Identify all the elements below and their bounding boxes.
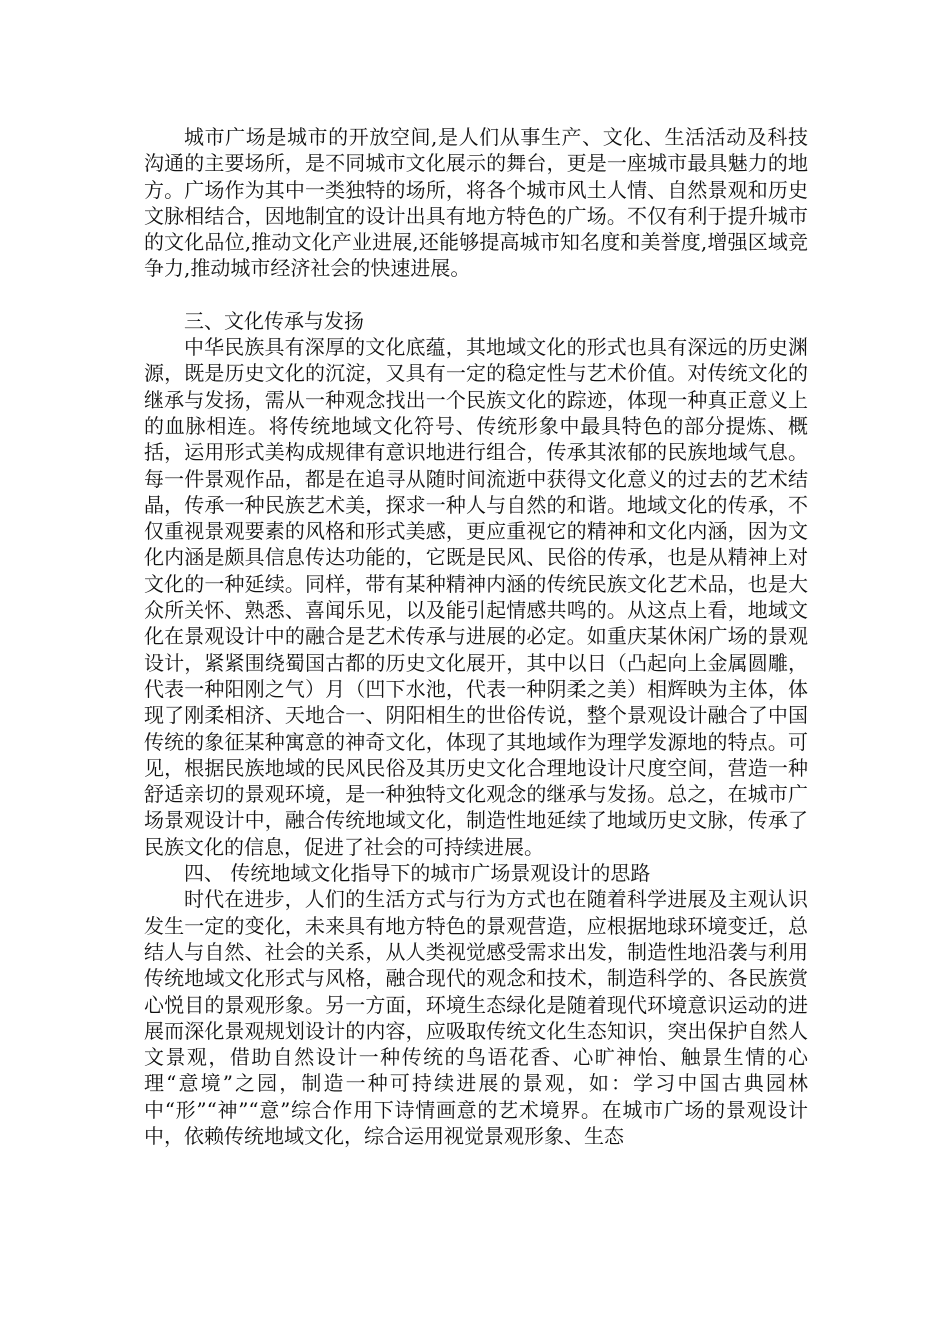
section-heading-4: 四、 传统地域文化指导下的城市广场景观设计的思路 (184, 861, 651, 886)
document-body (144, 124, 808, 1149)
paragraph-culture-inheritance: 中华民族具有深厚的文化底蕴，其地域文化的形式也具有深远的历史渊源，既是历史文化的沉淀，又具有一定的稳定性与艺术价值。对传统文化的继承与发扬，需从一种观念找出一个民族文化的踪迹，体现一种真正意义上的血脉相连。将传统地域文化符号、传统形象中最具特色的部分提炼、概括，运用形式美构成规律有意识地进行组合，传承其浓郁的民族地域气息。每一件景观作品，都是在追寻从随时间流逝中获得文化意义的过去的艺术结晶，传承一种民族艺术美，探求一种人与自然的和谐。地域文化的传承，不仅重视景观要素的风格和形式美感，更应重视它的精神和文化内涵，因为文化内涵是颇具信息传达功能的，它既是民风、民俗的传承，也是从精神上对文化的一种延续。同样，带有某种精神内涵的传统民族文化艺术品，也是大众所关怀、熟悉、喜闻乐见，以及能引起情感共鸣的。从这点上看，地域文化在景观设计中的融合是艺术传承与进展的必定。如重庆某休闲广场的景观设计，紧紧围绕蜀国古都的历史文化展开，其中以日（凸起向上金属圆雕，代表一种阳刚之气）月（凹下水池，代表一种阴柔之美）相辉映为主体，体现了刚柔相济、天地合一、阴阳相生的世俗传说，整个景观设计融合了中国传统的象征某种寓意的神奇文化，体现了其地域作为理学发源地的特点。可见，根据民族地域的民风民俗及其历史文化合理地设计尺度空间，营造一种舒适亲切的景观环境，是一种独特文化观念的继承与发扬。总之，在城市广场景观设计中，融合传统地域文化，制造性地延续了地域历史文脉，传承了民族文化的信息，促进了社会的可持续进展。 (144, 335, 808, 859)
section-heading-3: 三、文化传承与发扬 (184, 308, 364, 333)
paragraph-gap (144, 282, 808, 308)
paragraph-city-square: 城市广场是城市的开放空间,是人们从事生产、文化、生活活动及科技沟通的主要场所，是不同城市文化展示的舞台，更是一座城市最具魅力的地方。广场作为其中一类独特的场所，将各个城市风土人情、自然景观和历史文脉相结合，因地制宜的设计出具有地方特色的广场。不仅有利于提升城市的文化品位,推动文化产业进展,还能够提高城市知名度和美誉度,增强区域竞争力,推动城市经济社会的快速进展。 (144, 125, 808, 281)
paragraph-design-ideas: 时代在进步，人们的生活方式与行为方式也在随着科学进展及主观认识发生一定的变化，未来具有地方特色的景观营造，应根据地球环境变迁，总结人与自然、社会的关系，从人类视觉感受需求出发，制造性地沿袭与利用传统地域文化形式与风格，融合现代的观念和技术，制造科学的、各民族赏心悦目的景观形象。另一方面，环境生态绿化是随着现代环境意识运动的进展而深化景观规划设计的内容，应吸取传统文化生态知识，突出保护自然人文景观，借助自然设计一种传统的鸟语花香、心旷神怡、触景生情的心理“意境”之园，制造一种可持续进展的景观，如：学习中国古典园林中“形”“神”“意”综合作用下诗情画意的艺术境界。在城市广场的景观设计中，依赖传统地域文化，综合运用视觉景观形象、生态 (144, 887, 808, 1148)
